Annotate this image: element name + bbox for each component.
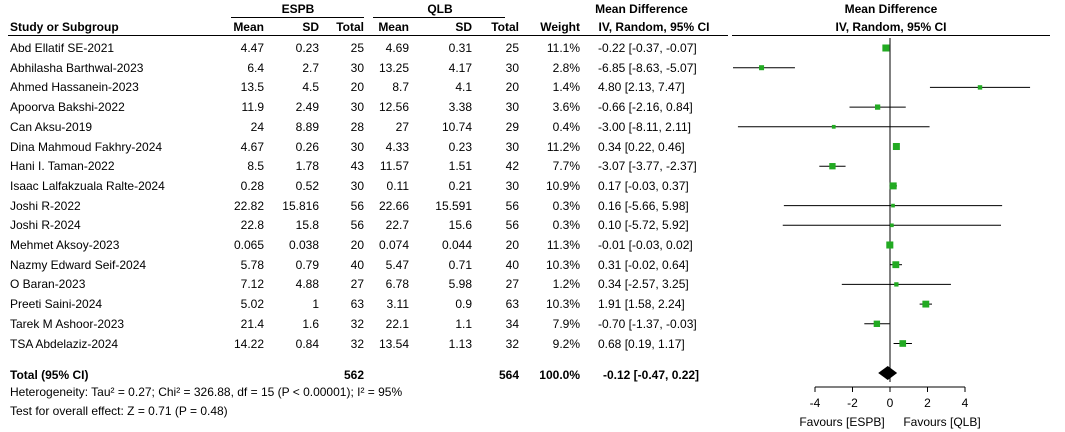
weight-cell: 11.2% — [546, 139, 580, 154]
mean2-cell: 0.11 — [386, 178, 409, 193]
sd2-cell: 0.71 — [448, 257, 472, 272]
mean1-cell: 22.8 — [240, 218, 264, 233]
mean1-cell: 8.5 — [247, 159, 264, 174]
x-tick-label: 4 — [961, 396, 969, 410]
total2-cell: 27 — [505, 277, 519, 292]
total2-cell: 29 — [505, 119, 519, 134]
total2-cell: 32 — [505, 336, 519, 351]
sd2-cell: 0.31 — [448, 41, 472, 55]
md-ci-cell: -6.85 [-8.63, -5.07] — [598, 60, 697, 75]
sd1-cell: 0.26 — [295, 139, 319, 154]
point-marker — [759, 65, 764, 70]
point-marker — [978, 85, 982, 89]
total1-cell: 30 — [350, 178, 364, 193]
favours-right-label: Favours [QLB] — [903, 415, 981, 429]
mean2-cell: 8.7 — [392, 80, 409, 95]
md-ci-cell: -3.00 [-8.11, 2.11] — [598, 119, 691, 134]
group1-header: ESPB — [281, 2, 315, 16]
point-marker — [894, 282, 898, 286]
mean1-cell: 0.065 — [233, 238, 264, 252]
sd1-cell: 0.23 — [295, 41, 319, 55]
sd1-cell: 4.88 — [295, 277, 319, 292]
mean2-cell: 6.78 — [385, 277, 409, 292]
mean2-cell: 13.54 — [378, 336, 409, 351]
sd2-cell: 4.17 — [448, 60, 472, 75]
mean1-cell: 4.47 — [240, 41, 264, 55]
total1-cell: 56 — [350, 218, 364, 233]
sd2-cell: 0.044 — [441, 238, 472, 252]
md-ci-cell: 0.31 [-0.02, 0.64] — [598, 257, 689, 272]
mean1-cell: 6.4 — [247, 60, 264, 75]
study-name: Ahmed Hassanein-2023 — [10, 80, 139, 95]
weight-cell: 2.8% — [552, 60, 580, 75]
sd1-cell: 1.6 — [302, 316, 319, 331]
point-marker — [922, 301, 929, 308]
weight-cell: 1.4% — [552, 80, 580, 95]
sd2-cell: 1.51 — [448, 159, 472, 174]
total-n1: 562 — [343, 368, 364, 382]
total2-header: Total — [491, 20, 519, 34]
mean1-cell: 24 — [250, 119, 264, 134]
study-name: Apoorva Bakshi-2022 — [10, 100, 125, 115]
sd2-cell: 4.1 — [455, 80, 472, 95]
total2-cell: 34 — [505, 316, 519, 331]
point-marker — [890, 223, 894, 227]
total2-cell: 20 — [505, 238, 519, 252]
sd2-cell: 0.23 — [448, 139, 472, 154]
total1-header: Total — [336, 20, 364, 34]
mean1-cell: 5.78 — [240, 257, 264, 272]
md-ci-cell: 0.16 [-5.66, 5.98] — [598, 198, 689, 213]
mean2-header: Mean — [378, 20, 409, 34]
total2-cell: 63 — [505, 297, 519, 312]
total1-cell: 63 — [350, 297, 364, 312]
sd1-header: SD — [302, 20, 319, 34]
study-name: Can Aksu-2019 — [10, 119, 93, 134]
total1-cell: 56 — [350, 198, 364, 213]
weight-cell: 1.2% — [552, 277, 580, 292]
mean1-cell: 7.12 — [240, 277, 264, 292]
total1-cell: 25 — [350, 41, 364, 55]
point-marker — [874, 321, 880, 327]
total2-cell: 30 — [505, 100, 519, 115]
study-name: Nazmy Edward Seif-2024 — [10, 257, 147, 272]
study-name: Joshi R-2022 — [10, 198, 81, 213]
sd1-cell: 1.78 — [295, 159, 319, 174]
overall-effect-text: Test for overall effect: Z = 0.71 (P = 0.48) — [10, 404, 228, 418]
total1-cell: 32 — [350, 336, 364, 351]
weight-cell: 10.3% — [545, 297, 580, 312]
sd1-cell: 15.816 — [282, 198, 319, 213]
sd1-cell: 0.79 — [295, 257, 319, 272]
md-header: Mean Difference — [595, 2, 688, 16]
sd1-cell: 2.7 — [302, 60, 319, 75]
md-ci-cell: 0.10 [-5.72, 5.92] — [598, 218, 689, 233]
total1-cell: 30 — [350, 60, 364, 75]
total2-cell: 25 — [505, 41, 519, 55]
mean2-cell: 5.47 — [385, 257, 409, 272]
mean2-cell: 11.57 — [379, 159, 409, 174]
sd2-header: SD — [455, 20, 472, 34]
mean2-cell: 22.1 — [385, 316, 409, 331]
total-ci: -0.12 [-0.47, 0.22] — [603, 368, 700, 382]
weight-cell: 11.1% — [546, 41, 580, 55]
sd2-cell: 15.591 — [435, 198, 472, 213]
weight-cell: 3.6% — [552, 100, 580, 115]
weight-cell: 11.3% — [546, 238, 580, 252]
mean2-cell: 13.25 — [378, 60, 409, 75]
sd2-cell: 5.98 — [448, 277, 472, 292]
mean1-cell: 21.4 — [240, 316, 264, 331]
sd1-cell: 0.52 — [295, 178, 319, 193]
md-ci-cell: 0.68 [0.19, 1.17] — [598, 336, 685, 351]
weight-cell: 0.3% — [552, 198, 580, 213]
x-tick-label: 2 — [924, 396, 931, 410]
md-ci-cell: -0.22 [-0.37, -0.07] — [598, 41, 697, 55]
group2-header: QLB — [427, 2, 453, 16]
x-tick-label: -2 — [847, 396, 858, 410]
total2-cell: 30 — [505, 139, 519, 154]
total1-cell: 43 — [350, 159, 364, 174]
total2-cell: 56 — [505, 218, 519, 233]
md-ci-cell: 0.34 [-2.57, 3.25] — [598, 277, 689, 292]
study-name: Isaac Lalfakzuala Ralte-2024 — [10, 178, 165, 193]
weight-cell: 9.2% — [552, 336, 580, 351]
total2-cell: 56 — [505, 198, 519, 213]
point-marker — [891, 204, 895, 208]
md-ci-cell: 4.80 [2.13, 7.47] — [598, 80, 685, 95]
total-n2: 564 — [498, 368, 519, 382]
sd2-cell: 1.13 — [448, 336, 472, 351]
weight-cell: 0.4% — [552, 119, 580, 134]
study-name: Abhilasha Barthwal-2023 — [10, 60, 144, 75]
total-label: Total (95% CI) — [10, 368, 89, 382]
mean1-cell: 4.67 — [240, 139, 264, 154]
mean1-cell: 13.5 — [240, 80, 264, 95]
point-marker — [892, 261, 899, 268]
mean2-cell: 27 — [395, 119, 409, 134]
study-name: Joshi R-2024 — [10, 218, 81, 233]
study-name: Dina Mahmoud Fakhry-2024 — [10, 139, 163, 154]
sd2-cell: 1.1 — [455, 316, 472, 331]
weight-cell: 0.3% — [552, 218, 580, 233]
md-ci-cell: -0.70 [-1.37, -0.03] — [598, 316, 697, 331]
total1-cell: 30 — [350, 100, 364, 115]
mean2-cell: 3.11 — [386, 297, 409, 312]
sd2-cell: 15.6 — [448, 218, 472, 233]
plot-title: Mean Difference — [844, 2, 938, 16]
favours-left-label: Favours [ESPB] — [799, 415, 885, 429]
weight-cell: 7.7% — [552, 159, 580, 174]
sd1-cell: 2.49 — [295, 100, 319, 115]
x-tick-label: 0 — [886, 396, 894, 410]
point-marker — [832, 125, 836, 129]
point-marker — [893, 143, 900, 150]
weight-cell: 7.9% — [552, 316, 580, 331]
mean1-cell: 5.02 — [240, 297, 264, 312]
weight-header: Weight — [540, 20, 580, 34]
mean2-cell: 22.66 — [378, 198, 409, 213]
sd1-cell: 1 — [312, 297, 319, 312]
total1-cell: 32 — [350, 316, 364, 331]
point-marker — [829, 163, 835, 169]
sd2-cell: 0.9 — [455, 297, 472, 312]
md-ci-cell: 0.17 [-0.03, 0.37] — [598, 178, 689, 193]
mean2-cell: 22.7 — [385, 218, 409, 233]
md-ci-cell: -0.66 [-2.16, 0.84] — [598, 100, 693, 115]
mean1-cell: 22.82 — [233, 198, 264, 213]
md-ci-cell: 1.91 [1.58, 2.24] — [598, 297, 685, 312]
mean1-cell: 11.9 — [241, 100, 264, 115]
mean1-cell: 14.22 — [233, 336, 264, 351]
total2-cell: 30 — [505, 178, 519, 193]
sd1-cell: 0.84 — [295, 336, 319, 351]
total-weight: 100.0% — [539, 368, 580, 382]
study-column-header: Study or Subgroup — [10, 20, 119, 34]
plot-subheader: IV, Random, 95% CI — [835, 20, 947, 34]
study-name: Abd Ellatif SE-2021 — [10, 41, 115, 55]
point-marker — [875, 104, 880, 109]
total1-cell: 20 — [350, 80, 364, 95]
md-ci-cell: -0.01 [-0.03, 0.02] — [598, 238, 693, 252]
mean2-cell: 0.074 — [378, 238, 409, 252]
study-name: Hani I. Taman-2022 — [10, 159, 115, 174]
md-ci-cell: -3.07 [-3.77, -2.37] — [598, 159, 697, 174]
total1-cell: 28 — [350, 119, 364, 134]
sd1-cell: 0.038 — [288, 238, 319, 252]
point-marker — [890, 182, 897, 189]
point-marker — [899, 340, 906, 347]
sd1-cell: 8.89 — [295, 119, 319, 134]
heterogeneity-text: Heterogeneity: Tau² = 0.27; Chi² = 326.88, df = 15 (P < 0.00001); I² = 95% — [10, 385, 403, 399]
mean2-cell: 4.33 — [385, 139, 409, 154]
total2-cell: 40 — [505, 257, 519, 272]
mean2-cell: 12.56 — [378, 100, 409, 115]
weight-cell: 10.9% — [545, 178, 580, 193]
study-name: Tarek M Ashoor-2023 — [10, 316, 125, 331]
md-subheader: IV, Random, 95% CI — [598, 20, 710, 34]
sd2-cell: 0.21 — [448, 178, 472, 193]
sd2-cell: 3.38 — [448, 100, 472, 115]
study-name: TSA Abdelaziz-2024 — [10, 336, 119, 351]
total2-cell: 30 — [505, 60, 519, 75]
total1-cell: 30 — [350, 139, 364, 154]
point-marker — [886, 241, 893, 248]
sd2-cell: 10.74 — [441, 119, 472, 134]
total1-cell: 40 — [350, 257, 364, 272]
point-marker — [882, 45, 889, 52]
weight-cell: 10.3% — [545, 257, 580, 272]
total1-cell: 27 — [350, 277, 364, 292]
sd1-cell: 15.8 — [295, 218, 319, 233]
pooled-diamond — [878, 366, 897, 380]
sd1-cell: 4.5 — [302, 80, 319, 95]
study-name: Mehmet Aksoy-2023 — [10, 238, 120, 252]
study-name: Preeti Saini-2024 — [10, 297, 103, 312]
x-tick-label: -4 — [809, 396, 821, 410]
total2-cell: 42 — [505, 159, 519, 174]
mean1-cell: 0.28 — [240, 178, 264, 193]
mean1-header: Mean — [233, 20, 264, 34]
total1-cell: 20 — [350, 238, 364, 252]
total2-cell: 20 — [505, 80, 519, 95]
study-name: O Baran-2023 — [10, 277, 86, 292]
mean2-cell: 4.69 — [385, 41, 409, 55]
md-ci-cell: 0.34 [0.22, 0.46] — [598, 139, 685, 154]
